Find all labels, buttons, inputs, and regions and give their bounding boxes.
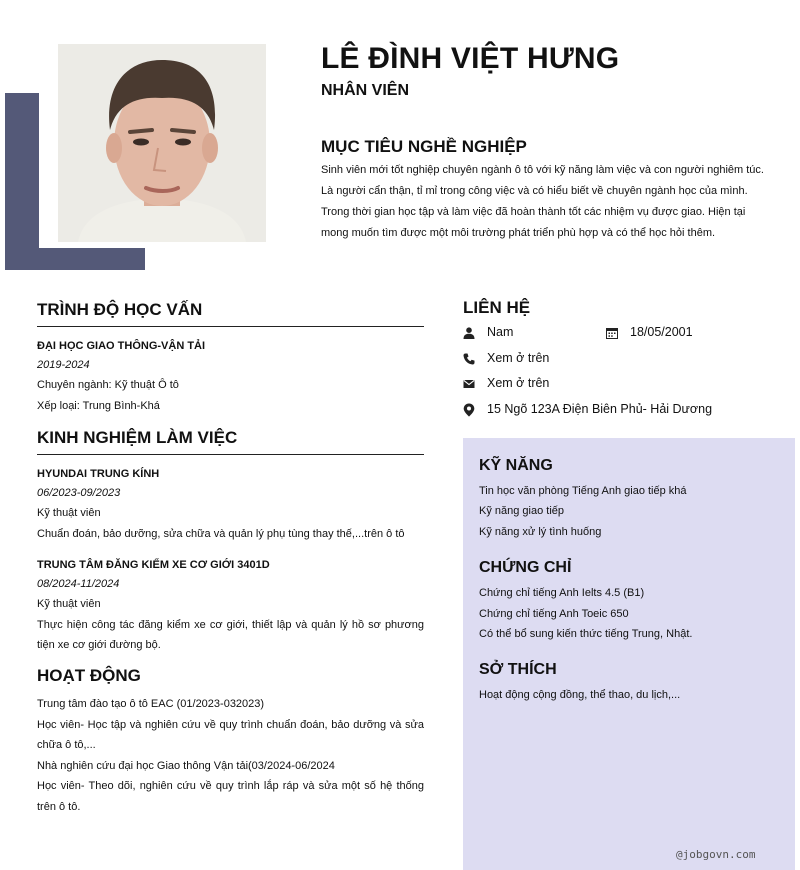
- contact-title: LIÊN HỆ: [463, 298, 531, 317]
- activity-item: Học viên- Theo dõi, nghiên cứu về quy trình lắp ráp và sửa một số hệ thống trên ô tô.: [37, 780, 424, 813]
- experience-title: KINH NGHIỆM LÀM VIỆC: [37, 428, 424, 455]
- education-period: 2019-2024: [37, 359, 90, 371]
- education-section: [37, 300, 424, 416]
- profile-photo: [58, 44, 266, 242]
- experience-section: [37, 428, 424, 656]
- contact-address: 15 Ngõ 123A Điện Biên Phủ- Hải Dương: [487, 402, 713, 416]
- activities-section: [37, 666, 424, 817]
- decor-bar-horizontal: [5, 248, 145, 270]
- hobbies-title: SỞ THÍCH: [479, 661, 557, 678]
- location-pin-icon: [463, 403, 475, 417]
- activity-item: Trung tâm đào tạo ô tô EAC (01/2023-032023): [37, 698, 265, 710]
- job-description: Thực hiện công tác đăng kiểm xe cơ giới, thiết lập và quản lý hồ sơ phương tiện xe cơ giới đường bộ.: [37, 618, 424, 651]
- certificate-item: Chứng chỉ tiếng Anh Ielts 4.5 (B1): [479, 587, 645, 599]
- education-title: TRÌNH ĐỘ HỌC VẤN: [37, 300, 424, 327]
- job-period: 06/2023-09/2023: [37, 487, 121, 499]
- education-major: Chuyên ngành: Kỹ thuật Ô tô: [37, 379, 179, 391]
- candidate-name: LÊ ĐÌNH VIỆT HƯNG: [321, 42, 620, 75]
- job-role: Kỹ thuật viên: [37, 507, 101, 519]
- certificates-title: CHỨNG CHỈ: [479, 559, 572, 576]
- activities-title: HOẠT ĐỘNG: [37, 666, 141, 685]
- certificate-item: Chứng chỉ tiếng Anh Toeic 650: [479, 608, 629, 620]
- objective-text: Sinh viên mới tốt nghiệp chuyên ngành ô tô với kỹ năng làm việc và con người nghiêm túc. Là người cẩn thận, tỉ mỉ trong công việc và có hiểu biết về chuyên ngành học của mình. Trong thời gian học tập và làm việc đã hoàn thành tốt các nhiệm vụ được giao. Hiện tại mong muốn tìm được một môi trường phát triển phù hợp và có thể học hỏi thêm.: [321, 164, 764, 239]
- contact-gender: Nam: [487, 325, 514, 339]
- phone-icon: [463, 353, 475, 365]
- contact-phone: Xem ở trên: [487, 351, 550, 365]
- job-description: Chuẩn đoán, bảo dưỡng, sửa chữa và quản lý phụ tùng thay thế,...trên ô tô: [37, 527, 405, 540]
- person-icon: [463, 327, 475, 339]
- education-grade: Xếp loại: Trung Bình-Khá: [37, 399, 160, 412]
- activity-item: Học viên- Học tập và nghiên cứu về quy trình chuẩn đoán, bảo dưỡng và sửa chữa ô tô,...: [37, 718, 424, 751]
- contact-birthday: 18/05/2001: [630, 325, 693, 339]
- contact-email: Xem ở trên: [487, 376, 550, 390]
- calendar-icon: [606, 327, 618, 339]
- objective-title: MỤC TIÊU NGHỀ NGHIỆP: [321, 137, 527, 156]
- skills-title: KỸ NĂNG: [479, 457, 553, 474]
- skill-item: Kỹ năng xử lý tình huống: [479, 526, 602, 538]
- side-panel: [463, 438, 795, 870]
- candidate-position: NHÂN VIÊN: [321, 82, 410, 99]
- decor-bar-vertical: [5, 93, 39, 270]
- job-company: TRUNG TÂM ĐĂNG KIỂM XE CƠ GIỚI 3401D: [37, 559, 270, 571]
- skill-item: Tin học văn phòng Tiếng Anh giao tiếp khá: [479, 485, 687, 497]
- email-icon: [463, 378, 475, 390]
- job-role: Kỹ thuật viên: [37, 598, 101, 610]
- watermark: @jobgovn.com: [676, 848, 756, 861]
- certificate-item: Có thể bổ sung kiến thức tiếng Trung, Nhật.: [479, 628, 693, 640]
- education-school: ĐẠI HỌC GIAO THÔNG-VẬN TẢI: [37, 340, 206, 352]
- activity-item: Nhà nghiên cứu đại học Giao thông Vận tải(03/2024-06/2024: [37, 759, 335, 772]
- job-company: HYUNDAI TRUNG KÍNH: [37, 468, 160, 480]
- job-period: 08/2024-11/2024: [37, 578, 120, 590]
- hobbies-text: Hoạt động cộng đồng, thể thao, du lịch,...: [479, 689, 681, 701]
- skill-item: Kỹ năng giao tiếp: [479, 505, 565, 517]
